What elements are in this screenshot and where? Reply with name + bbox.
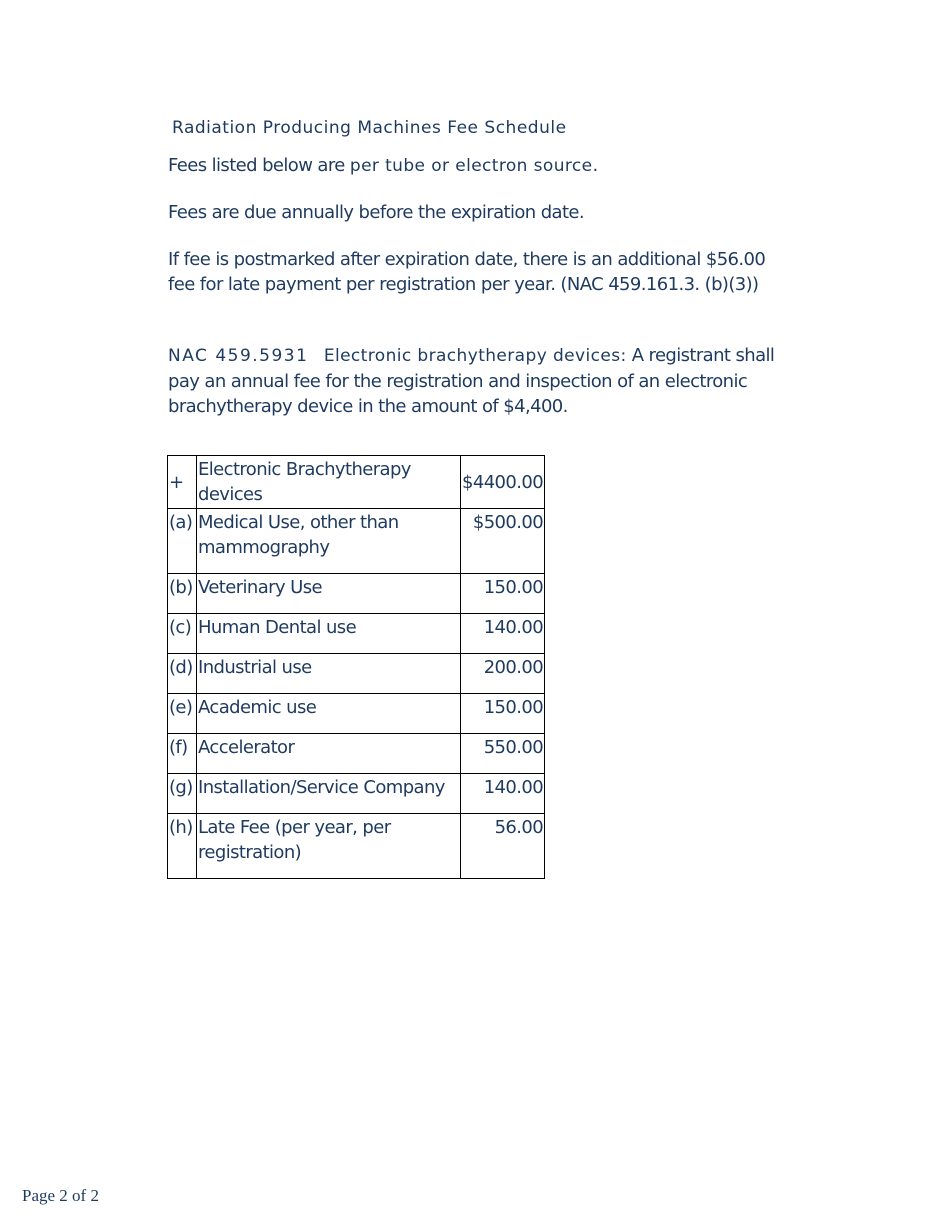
table-row <box>168 774 545 814</box>
paragraph-brachytherapy <box>168 343 788 419</box>
paragraph-late-fee: If fee is postmarked after expiration date, there is an additional $56.00 fee for late payment per registration per year. (NAC 459.161.3. (b)(3)) <box>168 249 766 295</box>
paragraph-text: Fees listed below are <box>168 155 350 176</box>
fee-description-cell: Electronic Brachytherapy devices <box>197 456 461 509</box>
regulation-reference: NAC 459.5931 <box>168 346 309 366</box>
paragraph-due-annually: Fees are due annually before the expiration date. <box>168 202 585 223</box>
document-title: Radiation Producing Machines Fee Schedule <box>172 118 567 138</box>
fee-code-cell: (b) <box>168 574 197 614</box>
table-row <box>168 574 545 614</box>
fee-description-cell: Veterinary Use <box>197 574 461 614</box>
fee-amount-cell: $4400.00 <box>461 456 545 509</box>
fee-code-cell: (f) <box>168 734 197 774</box>
fee-description-cell: Industrial use <box>197 654 461 694</box>
fee-amount-cell: 140.00 <box>461 774 545 814</box>
paragraph-text: . <box>592 155 598 176</box>
fee-amount-cell: 150.00 <box>461 694 545 734</box>
fee-amount-cell: 140.00 <box>461 614 545 654</box>
fee-code-cell: (d) <box>168 654 197 694</box>
fee-code-cell: (c) <box>168 614 197 654</box>
fee-amount-cell: 550.00 <box>461 734 545 774</box>
fee-description-cell: Academic use <box>197 694 461 734</box>
page-number: Page 2 of 2 <box>22 1186 99 1205</box>
fee-table <box>167 455 545 879</box>
fee-code-cell: (h) <box>168 814 197 879</box>
fee-amount-cell: 150.00 <box>461 574 545 614</box>
fee-code-cell: (e) <box>168 694 197 734</box>
table-row <box>168 614 545 654</box>
table-row <box>168 654 545 694</box>
paragraph-fees-per-source <box>168 153 788 179</box>
table-row <box>168 456 545 509</box>
fee-description-cell: Medical Use, other than mammography <box>197 509 461 574</box>
table-row <box>168 734 545 774</box>
paragraph-text: A registrant shall pay an annual fee for the registration and inspection of an electronic brachytherapy device in the amount of $4,400. <box>168 345 775 417</box>
fee-description-cell: Installation/Service Company <box>197 774 461 814</box>
fee-code-cell: (a) <box>168 509 197 574</box>
table-row <box>168 509 545 574</box>
fee-description-cell: Late Fee (per year, per registration) <box>197 814 461 879</box>
fee-amount-cell: $500.00 <box>461 509 545 574</box>
fee-description-cell: Human Dental use <box>197 614 461 654</box>
fee-description-cell: Accelerator <box>197 734 461 774</box>
fee-code-cell: + <box>168 456 197 509</box>
table-row <box>168 694 545 734</box>
fee-code-cell: (g) <box>168 774 197 814</box>
paragraph-emphasis: Electronic brachytherapy devices: <box>323 346 627 366</box>
paragraph-emphasis: per tube or electron source <box>349 156 593 176</box>
fee-amount-cell: 56.00 <box>461 814 545 879</box>
fee-amount-cell: 200.00 <box>461 654 545 694</box>
table-row <box>168 814 545 879</box>
